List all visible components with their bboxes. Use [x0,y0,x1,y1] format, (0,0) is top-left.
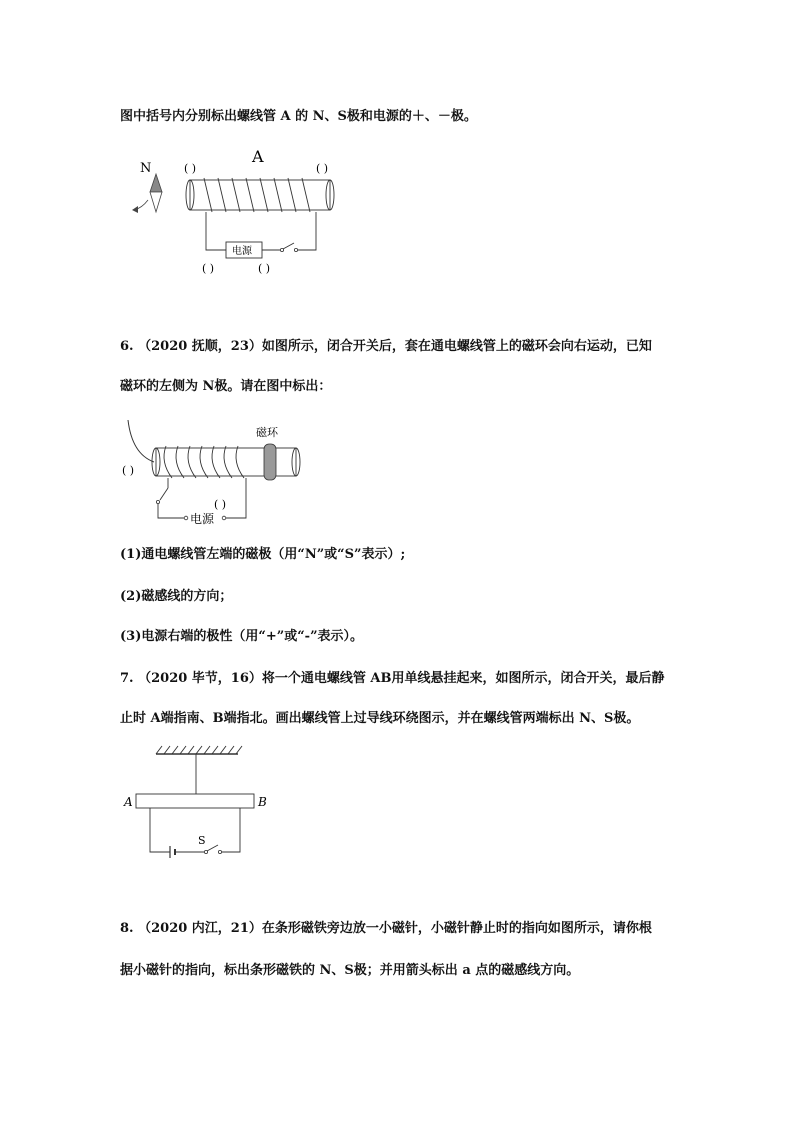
q5-left-bracket: ( ) [184,162,197,175]
q8-line-2: 据小磁针的指向，标出条形磁铁的 N、S极；并用箭头标出 a 点的磁感线方向。 [120,963,580,978]
q7-wire-left [150,808,170,852]
q7-switch-lever [207,845,218,851]
q6-wire-bottom-left [158,504,184,518]
q5-power-label: 电源 [232,246,252,257]
q5-switch-contact-right [294,248,297,251]
q6-ring-label: 磁环 [256,426,278,439]
q5-right-wire [298,212,316,250]
q6-left-bracket: ( ) [122,464,135,477]
q7-wire-right [222,808,240,852]
q6-item-3: (3)电源右端的极性（用“+”或“-”表示）。 [120,629,364,644]
q7-switch-s-label: S [198,834,206,847]
q6-power-terminal-right [222,516,226,520]
q6-power-label: 电源 [190,512,215,526]
q5-compass-north-half [150,174,162,192]
q7-ceiling-hatching [156,746,242,754]
q6-hanging-wire [128,420,154,462]
q6-wire-bottom-right [226,478,246,518]
q7-line-1: 7. （2020 毕节，16）将一个通电螺线管 AB用单线悬挂起来，如图所示，闭合开关，最后静 [120,671,665,686]
q5-solenoid-tube [190,180,330,210]
q5-right-bracket: ( ) [316,162,329,175]
q7-line-2: 止时 A端指南、B端指北。画出螺线管上过导线环绕图示，并在螺线管两端标出 N、S极。 [120,711,640,726]
q6-magnetic-ring [264,444,276,480]
q6-item-2: (2)磁感线的方向； [120,589,233,604]
q5-power-right-bracket: ( ) [258,262,271,275]
q5-compass-south-half [150,192,162,212]
q5-compass-n-label: N [140,161,152,176]
q6-power-terminal-left [184,516,188,520]
q6-power-bracket: ( ) [214,498,227,511]
q7-solenoid-bar [136,794,254,808]
q5-solenoid-figure [120,140,360,280]
q6-line-1: 6. （2020 抚顺，23）如图所示，闭合开关后，套在通电螺线管上的磁环会向右运动，已知 [120,339,652,354]
q7-hanging-solenoid-figure [120,740,280,862]
q6-switch-lever [160,488,168,500]
q6-line-2: 磁环的左侧为 N极。请在图中标出： [120,379,332,394]
q5-text: 图中括号内分别标出螺线管 A 的 N、S极和电源的＋、－极。 [120,109,477,124]
q8-line-1: 8. （2020 内江，21）在条形磁铁旁边放一小磁针，小磁针静止时的指向如图所示，请你根 [120,921,652,936]
q7-switch-contact-right [218,850,221,853]
q7-end-b-label: B [258,795,267,809]
q5-solenoid-a-label: A [252,147,264,166]
q7-end-a-label: A [124,795,133,809]
q5-switch-lever [283,243,294,249]
q6-switch-contact [156,500,159,503]
q5-rotation-arrowhead [132,206,138,213]
q5-coil-windings [204,178,310,212]
q6-item-1: (1)通电螺线管左端的磁极（用“N”或“S”表示）; [120,547,406,562]
q6-coil-windings [164,446,244,478]
q6-solenoid-figure [120,416,320,528]
q5-left-wire [206,212,226,250]
q5-power-left-bracket: ( ) [202,262,215,275]
